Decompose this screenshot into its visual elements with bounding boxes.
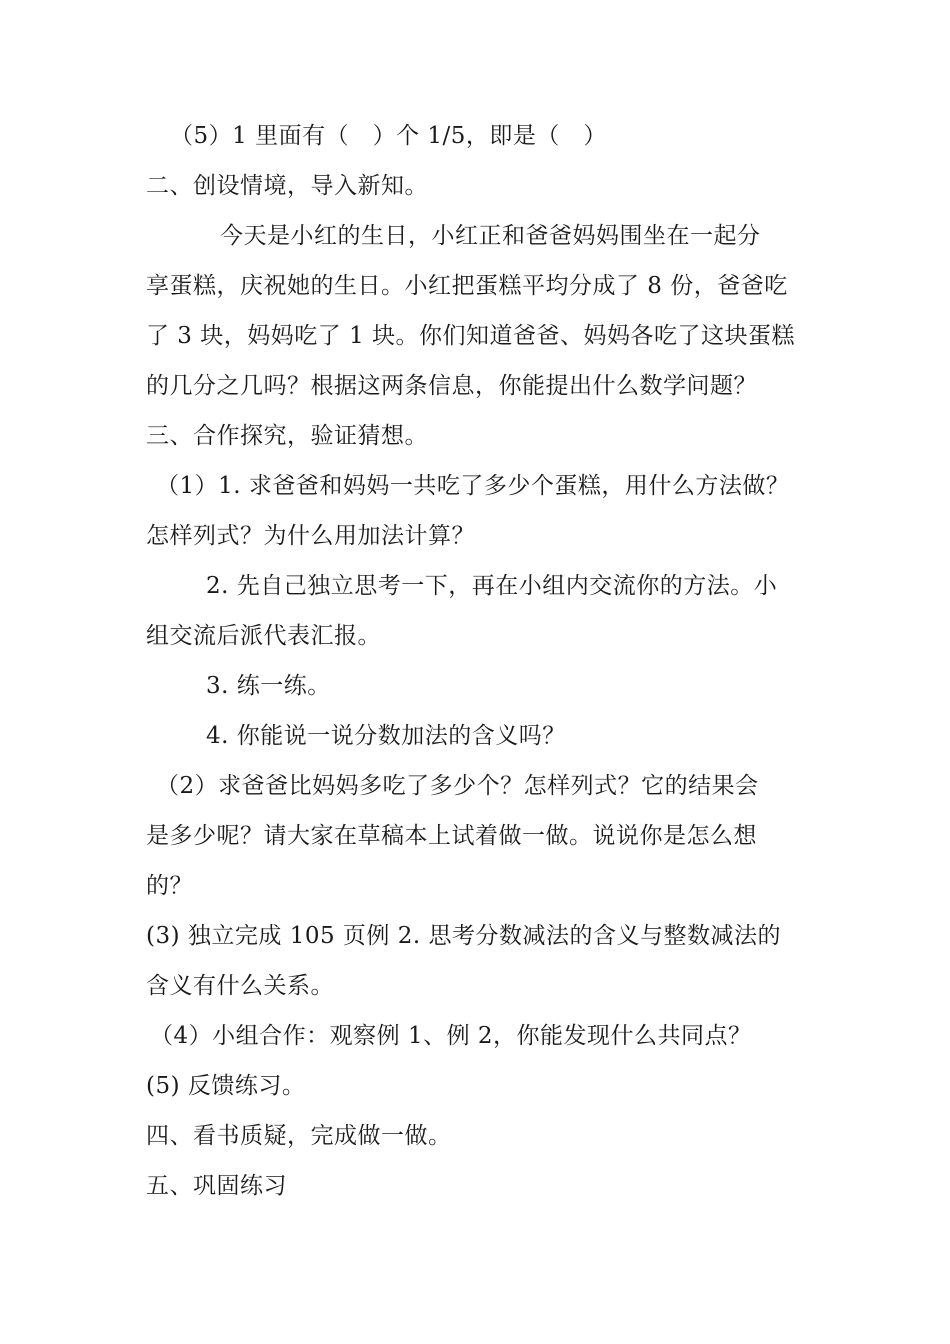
section-heading-4: 四、看书质疑，完成做一做。: [146, 1123, 452, 1149]
paragraph-line: （1）1. 求爸爸和妈妈一共吃了多少个蛋糕，用什么方法做？: [156, 473, 790, 499]
paragraph-line: 今天是小红的生日，小红正和爸爸妈妈围坐在一起分: [220, 223, 761, 249]
paragraph-line: （2）求爸爸比妈妈多吃了多少个？怎样列式？它的结果会: [156, 773, 759, 799]
paragraph-line: 怎样列式？为什么用加法计算？: [146, 523, 475, 549]
text-line-sub-item-5: （5）1 里面有（ ）个 1/5，即是（ ）: [170, 123, 607, 149]
paragraph-line: (5) 反馈练习。: [146, 1073, 306, 1099]
section-heading-5: 五、巩固练习: [146, 1173, 287, 1199]
paragraph-line: 的？: [146, 873, 193, 899]
paragraph-line: 4. 你能说一说分数加法的含义吗？: [206, 723, 566, 749]
section-heading-3: 三、合作探究，验证猜想。: [146, 423, 428, 449]
paragraph-line: 的几分之几吗？根据这两条信息，你能提出什么数学问题？: [146, 373, 757, 399]
paragraph-line: 了 3 块，妈妈吃了 1 块。你们知道爸爸、妈妈各吃了这块蛋糕: [146, 323, 796, 349]
paragraph-line: 含义有什么关系。: [146, 973, 334, 999]
paragraph-line: 组交流后派代表汇报。: [146, 623, 381, 649]
paragraph-line: 享蛋糕，庆祝她的生日。小红把蛋糕平均分成了 8 份，爸爸吃: [146, 273, 788, 299]
paragraph-line: 2. 先自己独立思考一下，再在小组内交流你的方法。小: [206, 573, 778, 599]
paragraph-line: （4）小组合作：观察例 1、例 2，你能发现什么共同点？: [150, 1023, 752, 1049]
paragraph-line: 是多少呢？请大家在草稿本上试着做一做。说说你是怎么想: [146, 823, 757, 849]
paragraph-line: 3. 练一练。: [206, 673, 331, 699]
section-heading-2: 二、创设情境，导入新知。: [146, 173, 428, 199]
paragraph-line: (3) 独立完成 105 页例 2. 思考分数减法的含义与整数减法的: [146, 923, 781, 949]
